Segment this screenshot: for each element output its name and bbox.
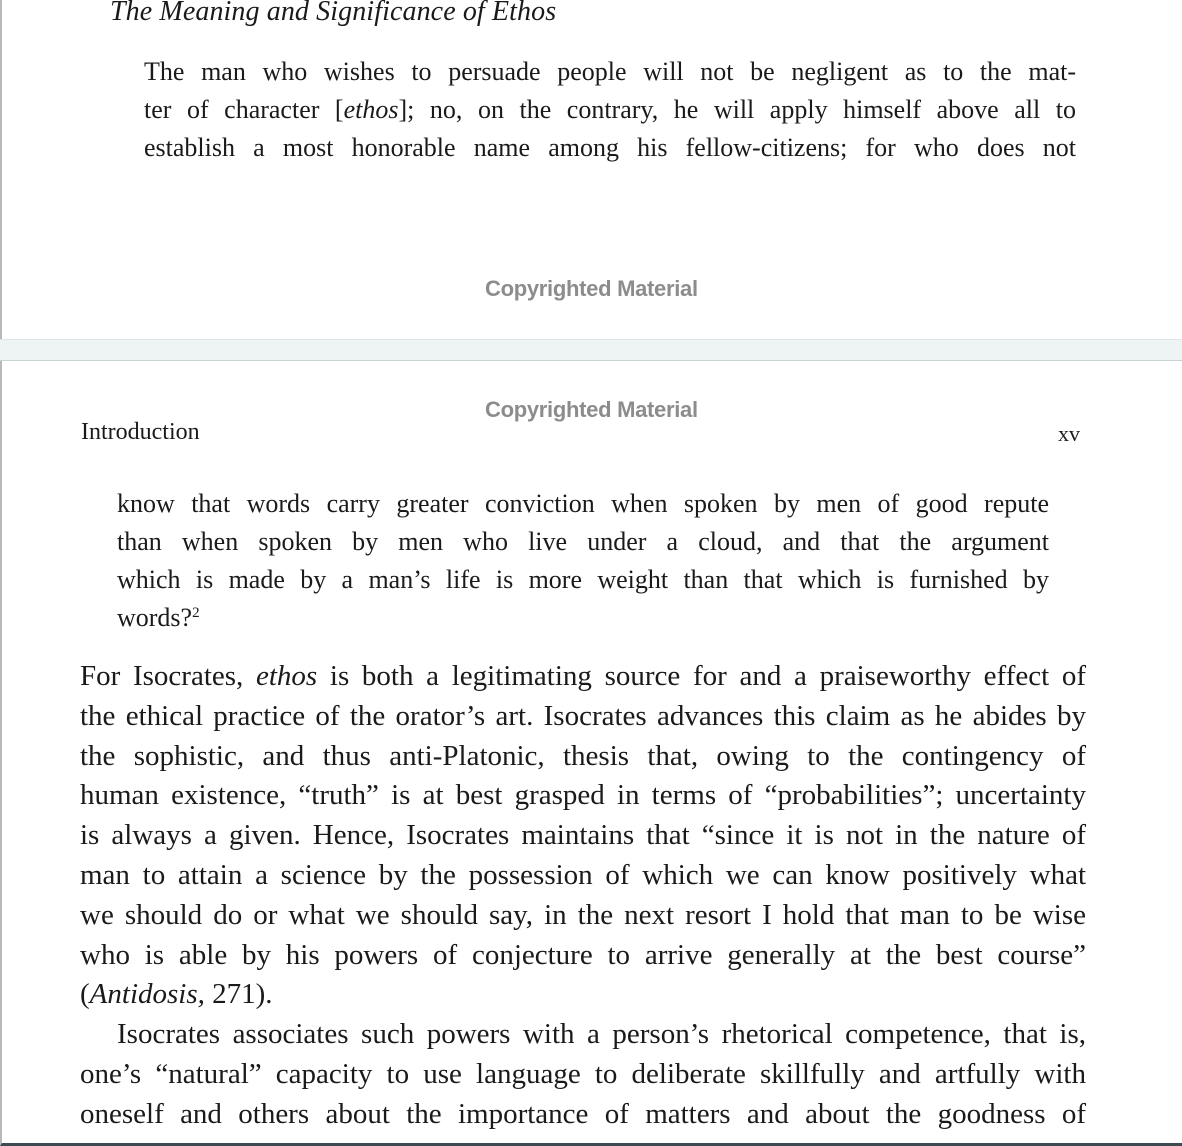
copyright-watermark: Copyrighted Material — [485, 397, 698, 422]
page-separator — [0, 339, 1182, 361]
quote-line: ter of character [ethos]; no, on the contrary, he will apply himself above all to — [144, 95, 1076, 124]
block-quote-bottom — [117, 485, 1049, 637]
emphasis-text: ethos — [255, 660, 318, 692]
body-line: Isocrates associates such powers with a person’s rhetorical competence, that is, — [117, 1018, 1086, 1051]
running-header-section: Introduction — [81, 419, 200, 445]
quote-line: The man who wishes to persuade people will not be negligent as to the mat- — [144, 57, 1076, 86]
footnote-marker: 2 — [192, 605, 200, 621]
quote-line: words?$^2$ — [117, 603, 200, 632]
emphasis-text: ethos — [343, 95, 399, 124]
body-line: we should do or what we should say, in the next resort I hold that man to be wise — [80, 898, 1086, 931]
body-line: the sophistic, and thus anti-Platonic, thesis that, owing to the contingency of — [80, 739, 1086, 772]
body-paragraphs — [80, 657, 1086, 1135]
block-quote-top — [144, 53, 1076, 167]
quote-line: than when spoken by men who live under a cloud, and that the argument — [117, 527, 1049, 556]
body-line: who is able by his powers of conjecture to arrive generally at the best course” — [80, 938, 1086, 971]
body-line: is always a given. Hence, Isocrates maintains that “since it is not in the nature of — [80, 819, 1086, 852]
top-page — [0, 0, 1182, 339]
quote-line: know that words carry greater conviction when spoken by men of good repute — [117, 489, 1049, 518]
body-line: human existence, “truth” is at best grasped in terms of “probabilities”; uncertainty — [80, 779, 1086, 812]
running-title: The Meaning and Significance of Ethos — [110, 0, 557, 27]
emphasis-text: Antidosis, — [89, 978, 205, 1011]
copyright-watermark: Copyrighted Material — [485, 276, 698, 301]
body-line: the ethical practice of the orator’s art. Isocrates advances this claim as he abides by — [80, 699, 1086, 732]
body-line: For Isocrates, ethos is both a legitimating source for and a praiseworthy effect of — [80, 660, 1086, 692]
body-line: one’s “natural” capacity to use language to deliberate skillfully and artfully with — [80, 1057, 1086, 1090]
body-line: man to attain a science by the possession of which we can know positively what — [80, 858, 1086, 891]
bottom-page — [0, 361, 1182, 1146]
quote-line: establish a most honorable name among his fellow-citizens; for who does not — [144, 133, 1076, 162]
body-line: (Antidosis, 271). — [80, 978, 273, 1011]
body-line: oneself and others about the importance of matters and about the goodness of — [80, 1097, 1086, 1130]
page-number: xv — [1058, 421, 1080, 446]
quote-line: which is made by a man’s life is more weight than that which is furnished by — [117, 565, 1049, 594]
